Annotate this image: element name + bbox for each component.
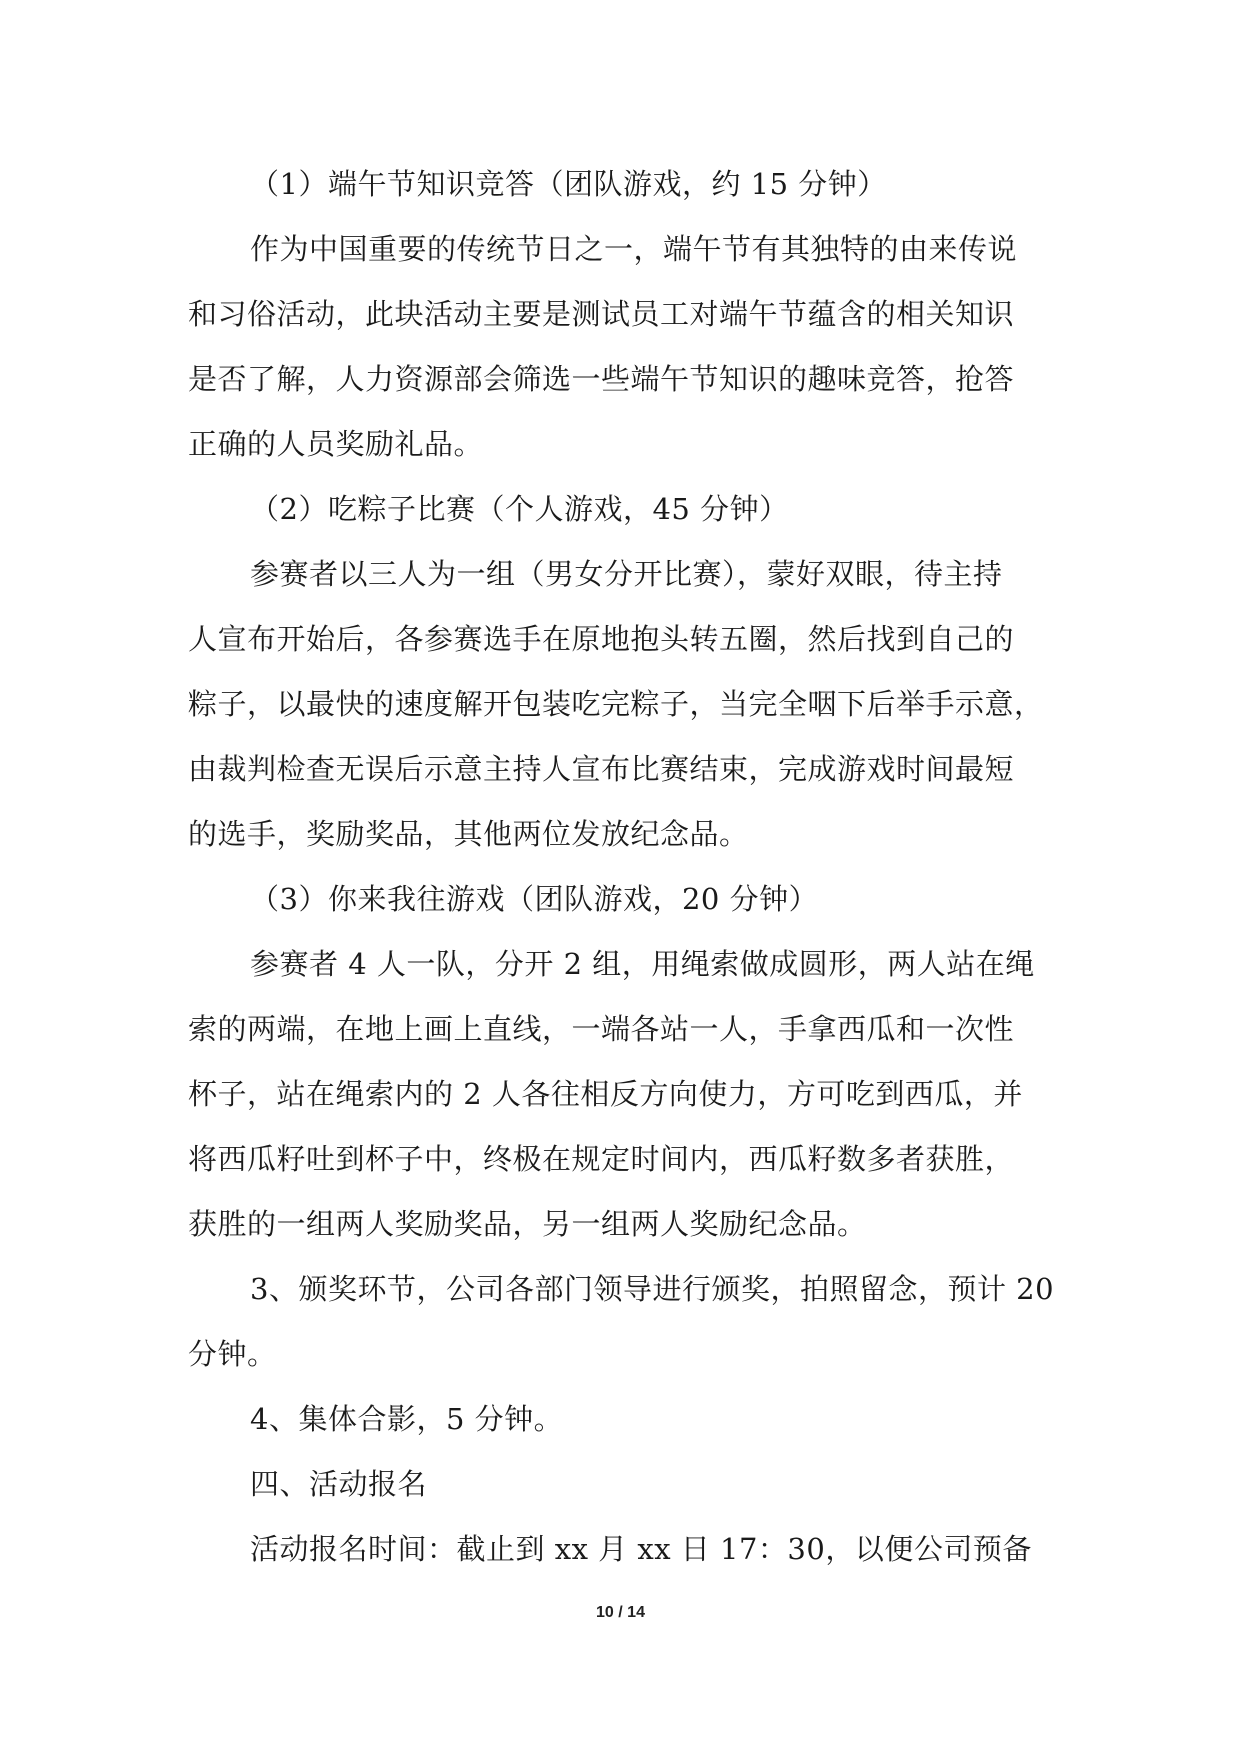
paragraph-line: 和习俗活动，此块活动主要是测试员工对端午节蕴含的相关知识 <box>188 297 1015 331</box>
subheading-back-and-forth-game: （3）你来我往游戏（团队游戏，20 分钟） <box>250 882 819 916</box>
paragraph-line: 是否了解，人力资源部会筛选一些端午节知识的趣味竞答，抢答 <box>188 362 1015 396</box>
paragraph-line: 的选手，奖励奖品，其他两位发放纪念品。 <box>188 817 749 851</box>
paragraph-line: 正确的人员奖励礼品。 <box>188 427 484 461</box>
item-group-photo: 4、集体合影，5 分钟。 <box>250 1402 564 1436</box>
paragraph-line: 杯子，站在绳索内的 2 人各往相反方向使力，方可吃到西瓜，并 <box>188 1077 1023 1111</box>
page-number: 10 / 14 <box>596 1604 645 1621</box>
paragraph-line: 将西瓜籽吐到杯子中，终极在规定时间内，西瓜籽数多者获胜， <box>188 1142 1015 1176</box>
paragraph-line: 作为中国重要的传统节日之一，端午节有其独特的由来传说 <box>250 232 1018 266</box>
subheading-zongzi-contest: （2）吃粽子比赛（个人游戏，45 分钟） <box>250 492 789 526</box>
subheading-knowledge-quiz: （1）端午节知识竞答（团队游戏，约 15 分钟） <box>250 167 887 201</box>
document-body <box>188 152 1058 1582</box>
paragraph-line: 分钟。 <box>188 1337 277 1371</box>
paragraph-line: 索的两端，在地上画上直线，一端各站一人，手拿西瓜和一次性 <box>188 1012 1015 1046</box>
paragraph-line: 获胜的一组两人奖励奖品，另一组两人奖励纪念品。 <box>188 1207 867 1241</box>
paragraph-line: 人宣布开始后，各参赛选手在原地抱头转五圈，然后找到自己的 <box>188 622 1015 656</box>
paragraph-line: 参赛者以三人为一组（男女分开比赛），蒙好双眼，待主持 <box>250 557 1003 591</box>
section-heading-registration: 四、活动报名 <box>250 1467 428 1501</box>
item-awards: 3、颁奖环节，公司各部门领导进行颁奖，拍照留念，预计 20 <box>250 1272 1055 1306</box>
paragraph-line: 活动报名时间：截止到 xx 月 xx 日 17：30，以便公司预备 <box>250 1532 1032 1566</box>
paragraph-line: 由裁判检查无误后示意主持人宣布比赛结束，完成游戏时间最短 <box>188 752 1015 786</box>
paragraph-line: 粽子，以最快的速度解开包装吃完粽子，当完全咽下后举手示意， <box>188 687 1044 721</box>
paragraph-line: 参赛者 4 人一队，分开 2 组，用绳索做成圆形，两人站在绳 <box>250 947 1035 981</box>
